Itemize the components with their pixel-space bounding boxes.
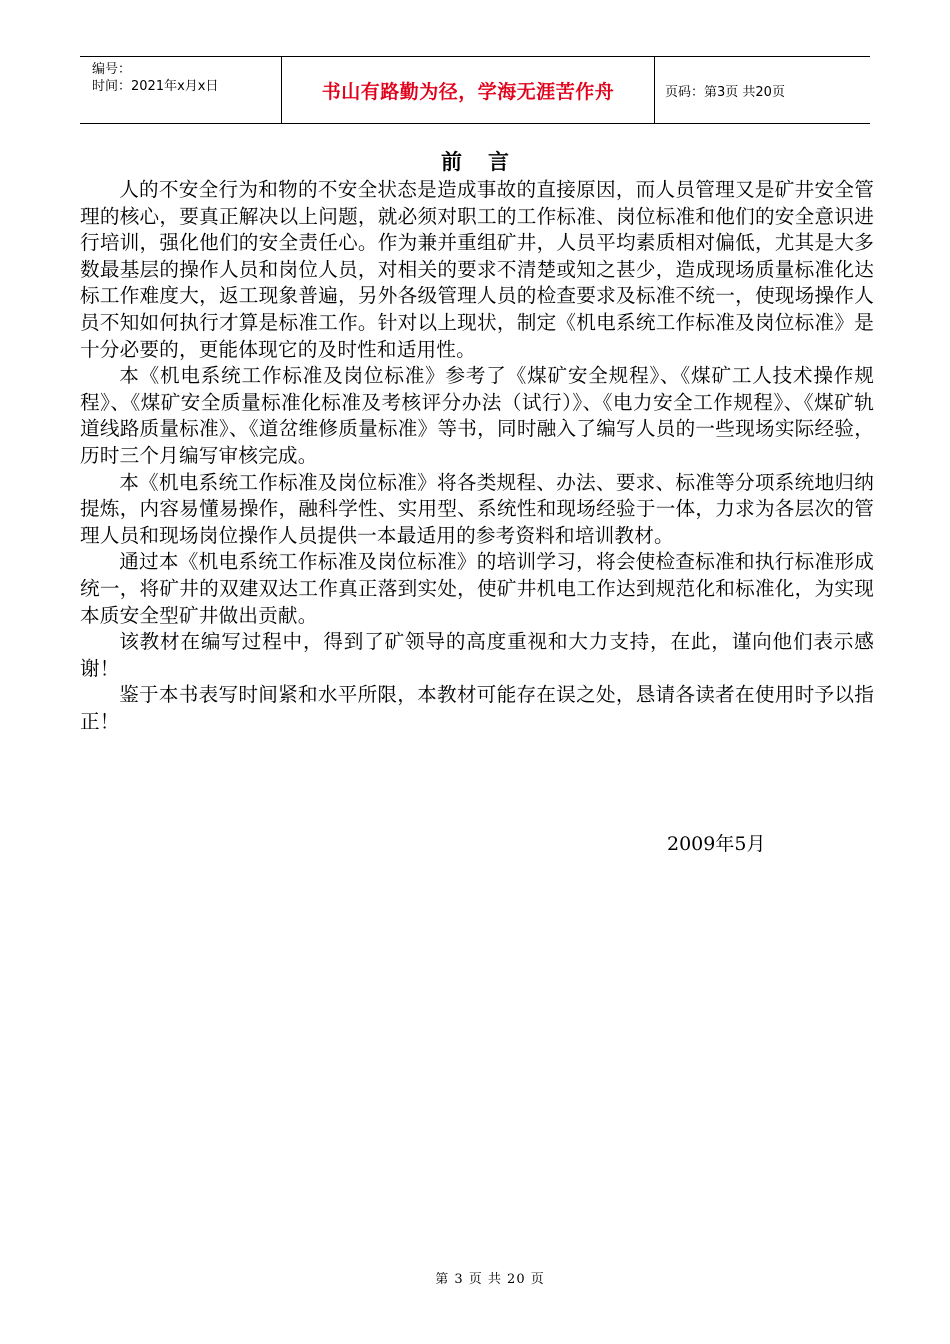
paragraph: 通过本《机电系统工作标准及岗位标准》的培训学习，将会使检查标准和执行标准形成统一，将矿井的双建双达工作真正落到实处，使矿井机电工作达到规范化和标准化，为实现本质安全型矿井做出贡献。 [80,550,874,627]
page-header [80,56,870,124]
page-footer: 第 3 页 共 20 页 [435,1272,545,1287]
paragraph: 该教材在编写过程中，得到了矿领导的高度重视和大力支持，在此，谨向他们表示感谢！ [80,630,874,680]
header-page-info: 页码：第3页 共20页 [665,84,785,100]
paragraph: 鉴于本书表写时间紧和水平所限，本教材可能存在误之处，恳请各读者在使用时予以指正！ [80,683,874,733]
number-label: 编号： [92,62,132,77]
page-title: 前言 [441,150,535,174]
header-meta [80,57,282,123]
signature-date: 2009年5月 [667,833,766,855]
paragraph: 本《机电系统工作标准及岗位标准》参考了《煤矿安全规程》、《煤矿工人技术操作规程》、《煤矿安全质量标准化标准及考核评分办法（试行）》、《电力安全工作规程》、《煤矿轨道线路质量标准》、《道岔维修质量标准》等书，同时融入了编写人员的一些现场实际经验，历时三个月编写审核完成。 [80,364,874,467]
header-slogan: 书山有路勤为径，学海无涯苦作舟 [282,57,655,123]
paragraph: 人的不安全行为和物的不安全状态是造成事故的直接原因，而人员管理又是矿井安全管理的核心，要真正解决以上问题，就必须对职工的工作标准、岗位标准和他们的安全意识进行培训，强化他们的安全责任心。作为兼并重组矿井，人员平均素质相对偏低，尤其是大多数最基层的操作人员和岗位人员，对相关的要求不清楚或知之甚少，造成现场质量标准化达标工作难度大，返工现象普遍，另外各级管理人员的检查要求及标准不统一，使现场操作人员不知如何执行才算是标准工作。针对以上现状，制定《机电系统工作标准及岗位标准》是十分必要的，更能体现它的及时性和适用性。 [80,178,874,361]
time-label: 时间：2021年x月x日 [92,79,219,94]
preface-body [80,177,874,735]
paragraph: 本《机电系统工作标准及岗位标准》将各类规程、办法、要求、标准等分项系统地归纳提炼，内容易懂易操作，融科学性、实用型、系统性和现场经验于一体，力求为各层次的管理人员和现场岗位操作人员提供一本最适用的参考资料和培训教材。 [80,470,874,547]
